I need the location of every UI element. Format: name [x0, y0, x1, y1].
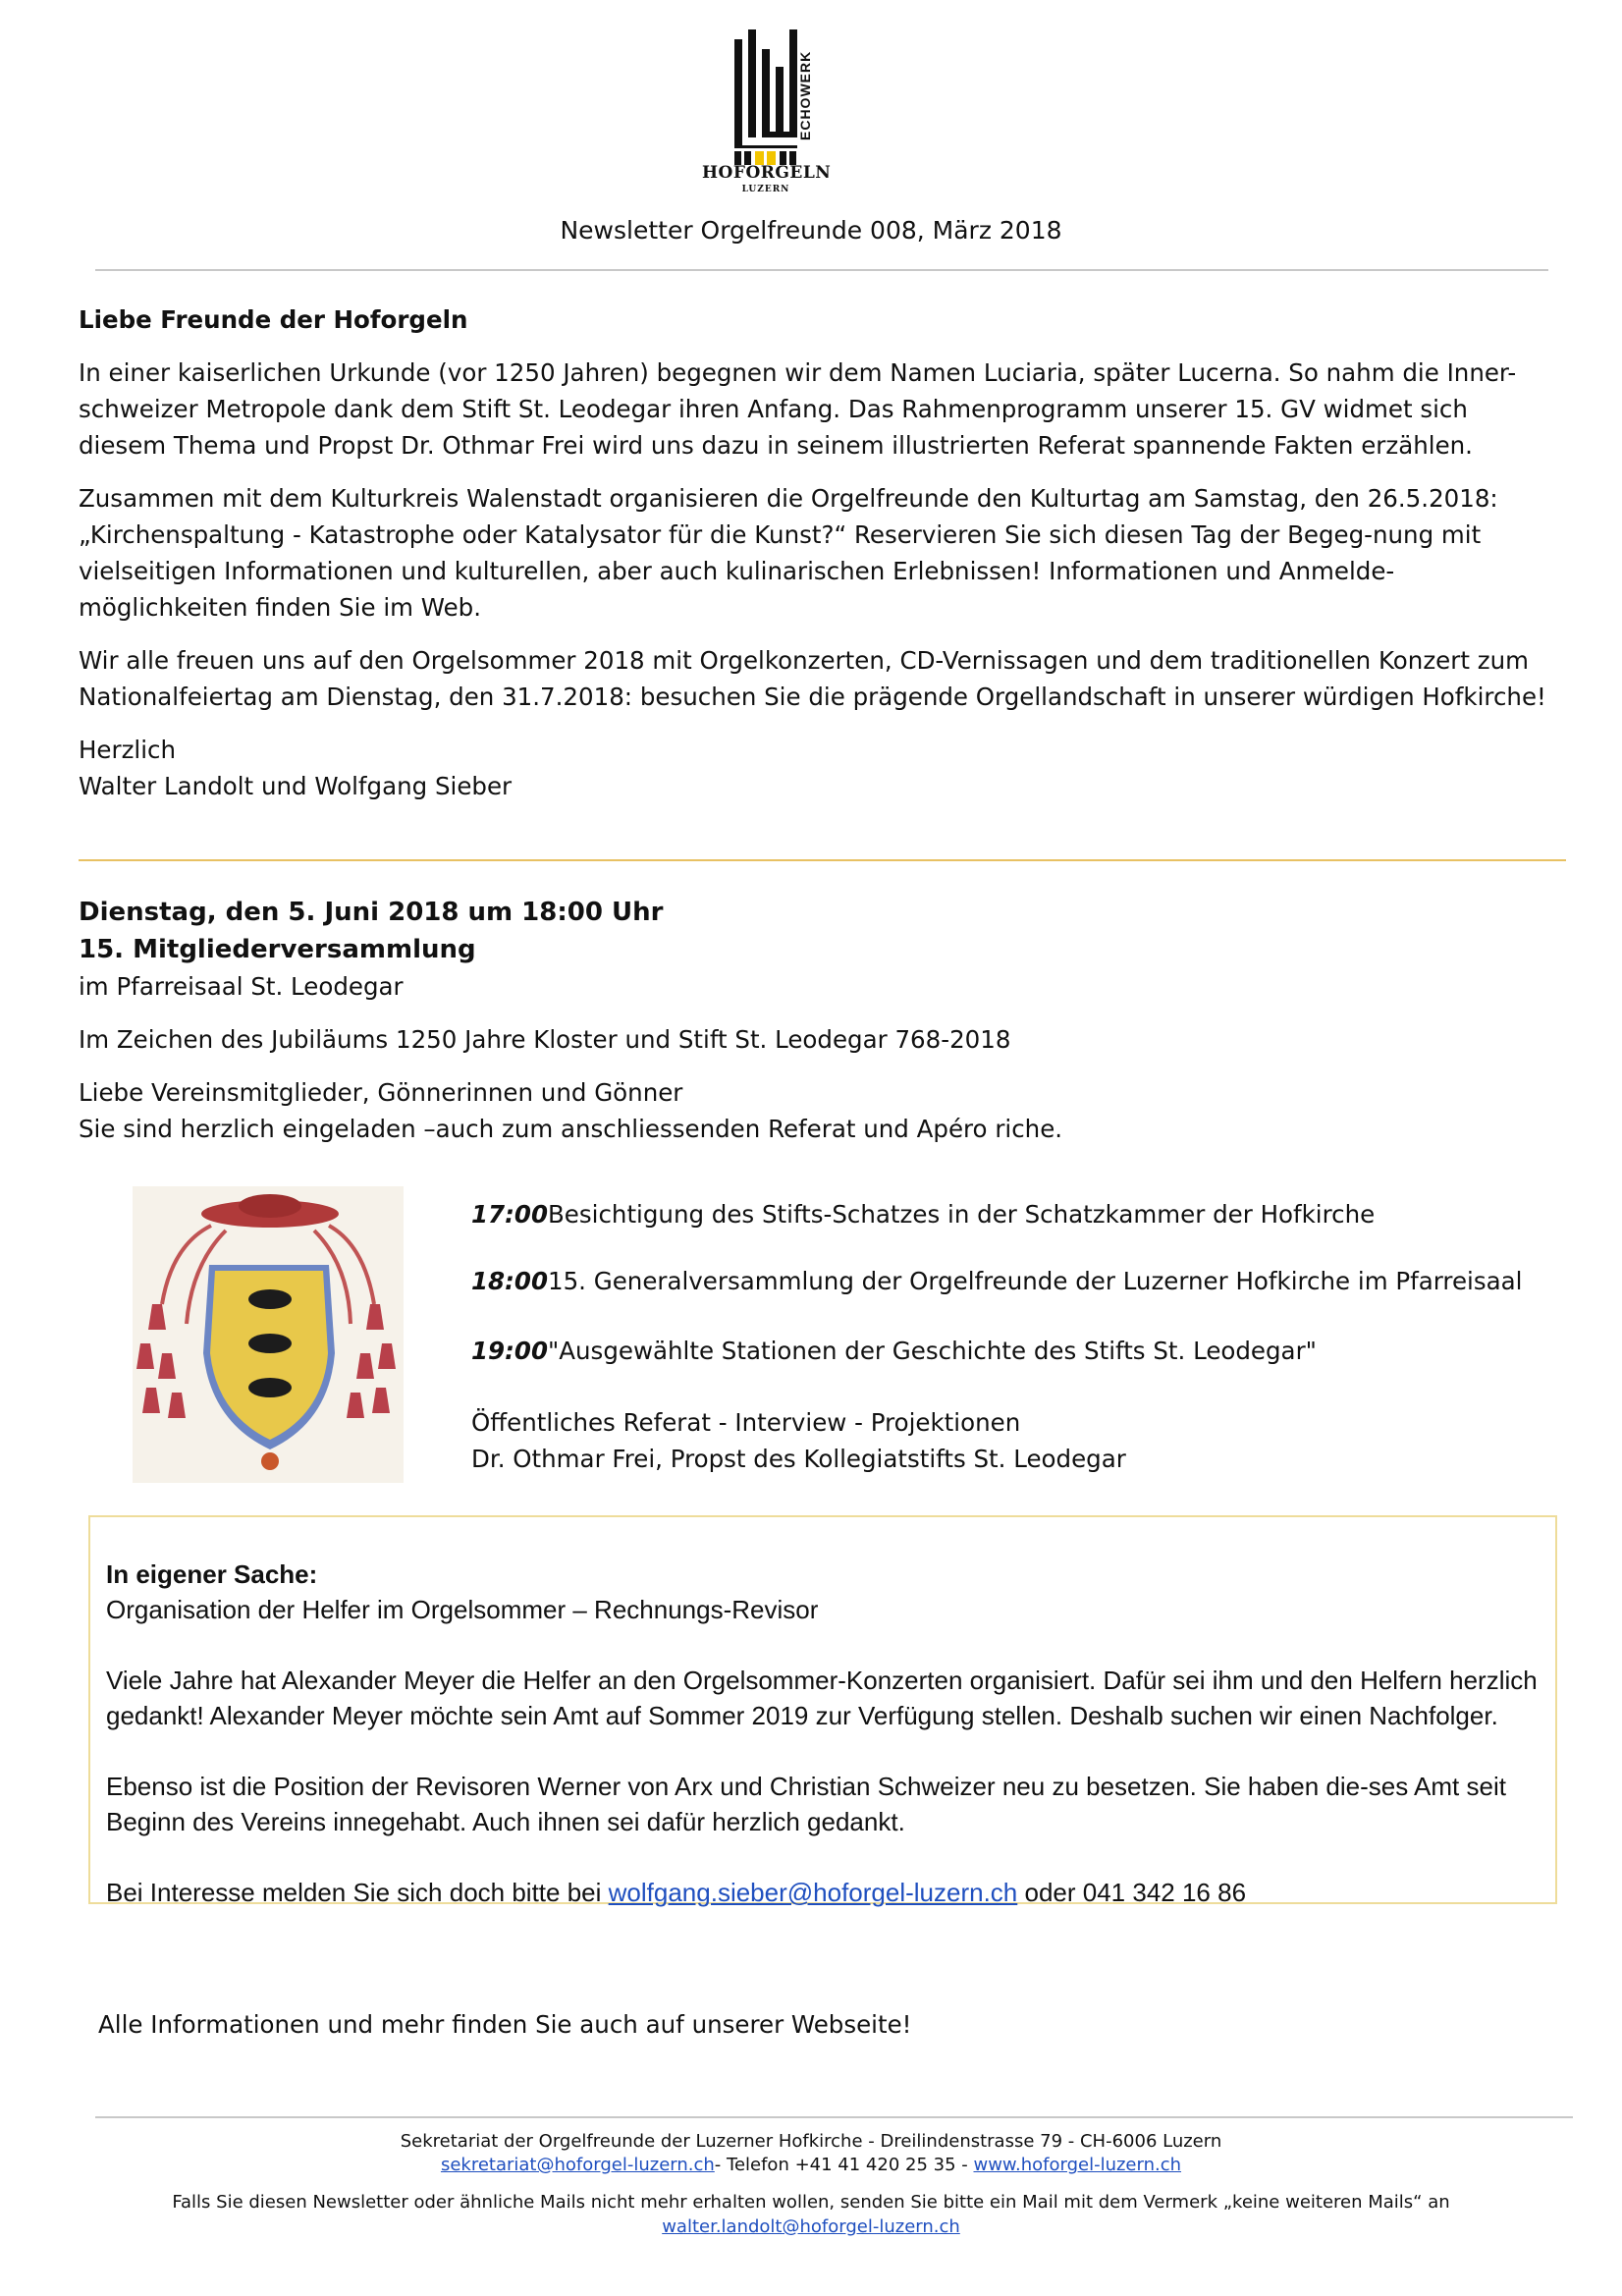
- section-divider: [79, 859, 1566, 861]
- footer-email-link[interactable]: sekretariat@hoforgel-luzern.ch: [440, 2155, 715, 2175]
- letter-paragraph: Wir alle freuen uns auf den Orgelsommer 2018 mit Orgelkonzerten, CD-Vernissagen und dem traditionellen Konzert zum Nationalfeiertag am Dienstag, den 31.7.2018: besuchen Sie die prägende Orgellandschaft in unserer würdigen Hofkirche!: [79, 646, 1546, 711]
- notice-heading: In eigener Sache:: [106, 1559, 318, 1589]
- schedule-item: [471, 1333, 1561, 1369]
- schedule-item: [471, 1196, 1561, 1232]
- newsletter-title: Newsletter Orgelfreunde 008, März 2018: [560, 216, 1062, 245]
- schedule-time: 19:00: [471, 1337, 548, 1365]
- footer-website-link[interactable]: www.hoforgel-luzern.ch: [973, 2155, 1182, 2175]
- notice-contact: Bei Interesse melden Sie sich doch bitte bei wolfgang.sieber@hoforgel-luzern.ch oder 041 342 16 86: [106, 1878, 1247, 1907]
- footer-unsubscribe: Falls Sie diesen Newsletter oder ähnliche Mails nicht mehr erhalten wollen, senden Sie bitte ein Mail mit dem Vermerk „keine weiteren Mails“ an: [172, 2192, 1450, 2213]
- event-salutation: Liebe Vereinsmitglieder, Gönnerinnen und Gönner: [79, 1078, 683, 1107]
- notice-box: [88, 1515, 1557, 1907]
- event-invitation: Sie sind herzlich eingeladen –auch zum anschliessenden Referat und Apéro riche.: [79, 1115, 1063, 1143]
- letter-paragraph: In einer kaiserlichen Urkunde (vor 1250 Jahren) begegnen wir dem Namen Luciaria, später Lucerna. So nahm die Inner-schweizer Metropole dank dem Stift St. Leodegar ihren Anfang. Das Rahmenprogramm unserer 15. GV widmet sich diesem Thema und Propst Dr. Othmar Frei wird uns dazu in seinem illustrierten Referat spannende Fakten erzählen.: [79, 358, 1517, 460]
- schedule-text: Besichtigung des Stifts-Schatzes in der Schatzkammer der Hofkirche: [548, 1200, 1376, 1229]
- contact-email-link[interactable]: wolfgang.sieber@hoforgel-luzern.ch: [608, 1878, 1018, 1907]
- notice-paragraph: Viele Jahre hat Alexander Meyer die Helfer an den Orgelsommer-Konzerten organisiert. Dafür sei ihm und den Helfern herzlich gedankt! Alexander Meyer möchte sein Amt auf Sommer 2019 zur Verfügung stellen. Deshalb suchen wir einen Nachfolger.: [106, 1666, 1538, 1730]
- coat-of-arms-image: [133, 1186, 404, 1483]
- letter-section: [79, 301, 1556, 821]
- footer-contact: sekretariat@hoforgel-luzern.ch- Telefon +41 41 420 25 35 - www.hoforgel-luzern.ch: [440, 2155, 1182, 2175]
- event-section: [79, 894, 1556, 1147]
- closing-line: Alle Informationen und mehr finden Sie auch auf unserer Webseite!: [98, 2010, 912, 2039]
- event-title: 15. Mitgliederversammlung: [79, 935, 476, 964]
- letter-signatures: Walter Landolt und Wolfgang Sieber: [79, 772, 513, 800]
- footer-unsubscribe-email-row: [0, 2216, 1622, 2237]
- schedule-item: [471, 1263, 1561, 1299]
- unsubscribe-email-link[interactable]: walter.landolt@hoforgel-luzern.ch: [662, 2216, 960, 2237]
- logo-wordmark: HOFORGELN: [702, 163, 832, 183]
- event-date: Dienstag, den 5. Juni 2018 um 18:00 Uhr: [79, 898, 664, 927]
- letter-paragraph: Zusammen mit dem Kulturkreis Walenstadt organisieren die Orgelfreunde den Kulturtag am Samstag, den 26.5.2018: „Kirchenspaltung - Katastrophe oder Katalysator für die Kunst?“ Reservieren Sie sich diesen Tag der Begeg-nung mit vielseitigen Informationen und kulturellen, aber auch kulinarischen Erlebnissen! Informationen und Anmelde-möglichkeiten finden Sie im Web.: [79, 484, 1498, 622]
- footer-address: Sekretariat der Orgelfreunde der Luzerner Hofkirche - Dreilindenstrasse 79 - CH-6006 Luzern: [400, 2131, 1222, 2152]
- logo-city: LUZERN: [741, 185, 790, 194]
- letter-closing: Herzlich: [79, 736, 177, 764]
- logo-vertical-text: ECHOWERK: [797, 50, 813, 140]
- talk-format: Öffentliches Referat - Interview - Projektionen: [471, 1408, 1021, 1437]
- schedule-text: "Ausgewählte Stationen der Geschichte des Stifts St. Leodegar": [548, 1337, 1317, 1365]
- notice-subheading: Organisation der Helfer im Orgelsommer – Rechnungs-Revisor: [106, 1595, 819, 1624]
- greeting: Liebe Freunde der Hoforgeln: [79, 305, 468, 334]
- footer-divider: [95, 2116, 1573, 2118]
- schedule-text: 15. Generalversammlung der Orgelfreunde der Luzerner Hofkirche im Pfarreisaal: [548, 1267, 1523, 1295]
- schedule-time: 17:00: [471, 1200, 548, 1229]
- schedule-time: 18:00: [471, 1267, 548, 1295]
- event-location: im Pfarreisaal St. Leodegar: [79, 972, 404, 1001]
- notice-paragraph: Ebenso ist die Position der Revisoren Werner von Arx und Christian Schweizer neu zu besetzen. Sie haben die-ses Amt seit Beginn des Vereins innegehabt. Auch ihnen sei dafür herzlich gedankt.: [106, 1772, 1506, 1836]
- talk-speaker: Dr. Othmar Frei, Propst des Kollegiatstifts St. Leodegar: [471, 1445, 1126, 1473]
- talk-details: [471, 1404, 1561, 1477]
- event-motto: Im Zeichen des Jubiläums 1250 Jahre Kloster und Stift St. Leodegar 768-2018: [79, 1025, 1011, 1054]
- header-divider: [95, 269, 1548, 271]
